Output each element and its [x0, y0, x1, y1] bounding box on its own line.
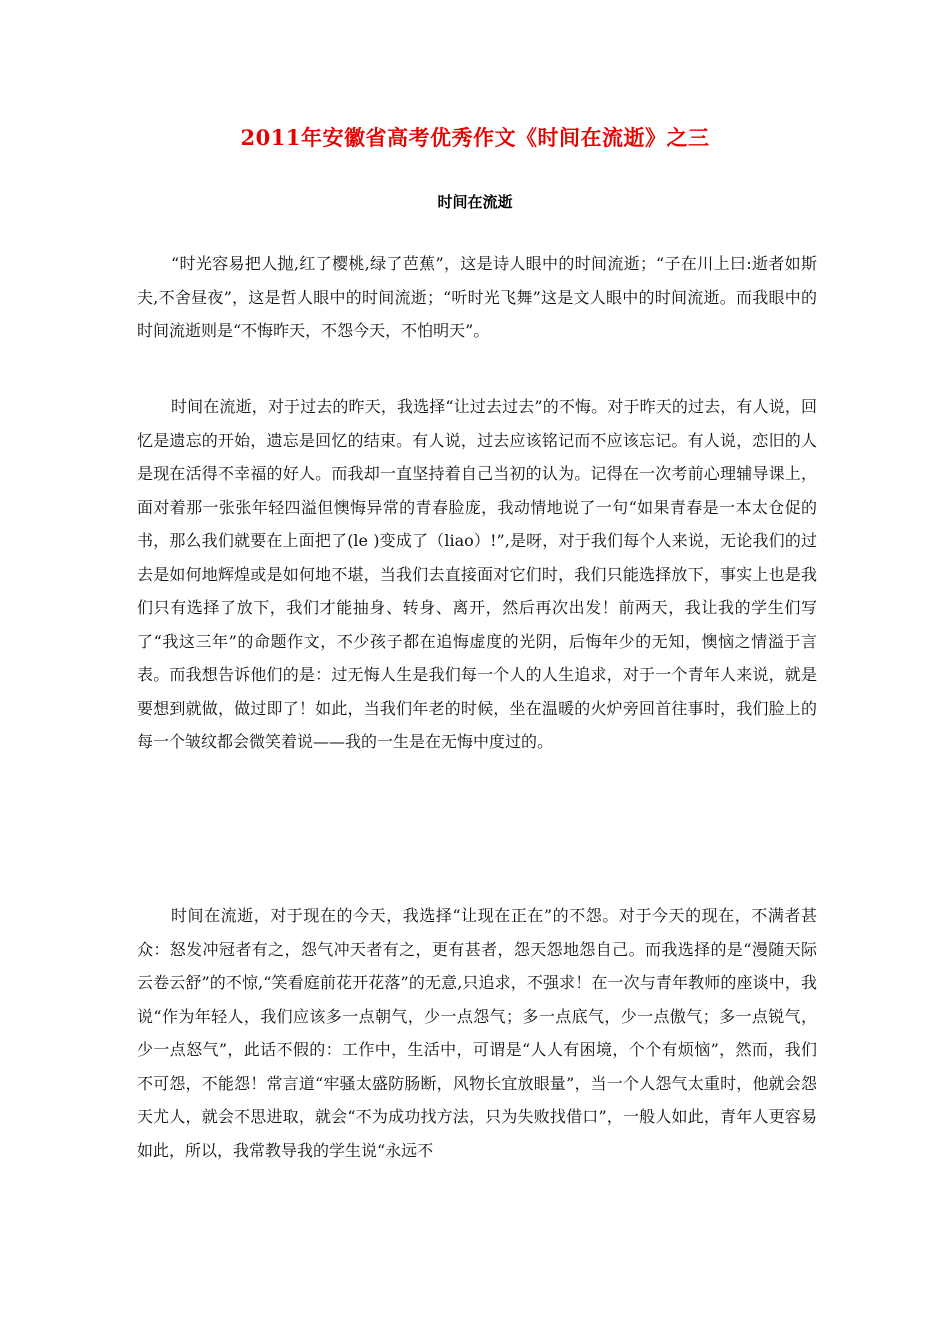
paragraph-yesterday: 时间在流逝，对于过去的昨天，我选择“让过去过去”的不悔。对于昨天的过去，有人说，回忆是遗忘的开始，遗忘是回忆的结束。有人说，过去应该铭记而不应该忘记。有人说，恋旧的人是现在活得不幸福的好人。而我却一直坚持着自己当初的认为。记得在一次考前心理辅导课上，面对着那一张张年轻四溢但懊悔异常的青春脸庞，我动情地说了一句“如果青春是一本太仓促的书，那么我们就要在上面把了(le )变成了（liao）!”,是呀，对于我们每个人来说，无论我们的过去是如何地辉煌或是如何地不堪，当我们去直接面对它们时，我们只能选择放下，事实上也是我们只有选择了放下，我们才能抽身、转身、离开，然后再次出发！前两天，我让我的学生们写了“我这三年”的命题作文，不少孩子都在追悔虚度的光阴，后悔年少的无知，懊恼之情溢于言表。而我想告诉他们的是：过无悔人生是我们每一个人的人生追求，对于一个青年人来说，就是要想到就做，做过即了！如此，当我们年老的时候，坐在温暖的火炉旁回首往事时，我们脸上的每一个皱纹都会微笑着说——我的一生是在无悔中度过的。 [137, 397, 817, 751]
document-subtitle: 时间在流逝 [437, 193, 513, 211]
document-title: 2011年安徽省高考优秀作文《时间在流逝》之三 [240, 125, 710, 150]
paragraph-today: 时间在流逝，对于现在的今天，我选择“让现在正在”的不怨。对于今天的现在，不满者甚众：怒发冲冠者有之，怨气冲天者有之，更有甚者，怨天怨地怨自己。而我选择的是“漫随天际 云卷云舒”的不惊,“笑看庭前花开花落”的无意,只追求，不强求！在一次与青年教师的座谈中，我说“作为年轻人，我们应该多一点朝气，少一点怨气；多一点底气，少一点傲气；多一点锐气，少一点怒气”，此话不假的：工作中，生活中，可谓是“人人有困境，个个有烦恼”，然而，我们不可怨，不能怨！常言道“牢骚太盛防肠断，风物长宜放眼量”，当一个人怨气太重时，他就会怨天尤人，就会不思进取，就会“不为成功找方法，只为失败找借口”，一般人如此，青年人更容易如此，所以，我常教导我的学生说“永远不 [137, 906, 817, 1160]
paragraph-intro: “时光容易把人抛,红了樱桃,绿了芭蕉”，这是诗人眼中的时间流逝；“子在川上曰:逝者如斯夫,不舍昼夜”，这是哲人眼中的时间流逝；“听时光飞舞”这是文人眼中的时间流逝。而我眼中的时间流逝则是“不悔昨天，不怨今天，不怕明天”。 [137, 254, 817, 340]
